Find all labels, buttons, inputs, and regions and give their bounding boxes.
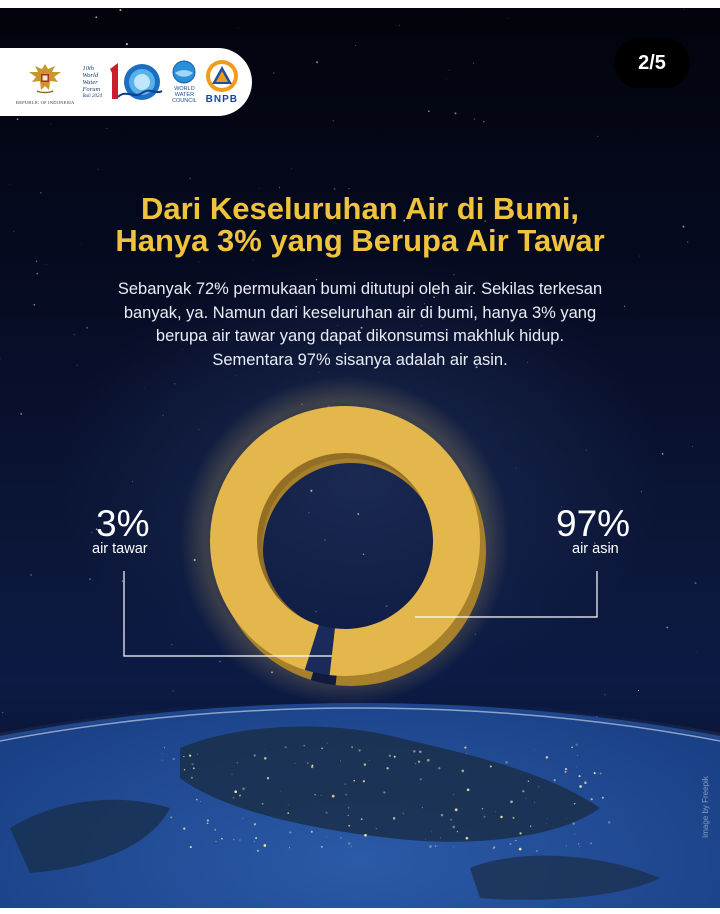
- wwc-word-water: WATER: [174, 92, 195, 98]
- wwf-word-forum: Forum: [82, 85, 101, 93]
- salt-water-percent-label: 97%: [556, 503, 631, 544]
- headline-line-2: Hanya 3% yang Berupa Air Tawar: [115, 223, 605, 258]
- salt-water-category-label: air asin: [572, 541, 619, 557]
- page-indicator: 2/5: [614, 38, 690, 88]
- republic-caption: REPUBLIC OF INDONESIA: [16, 99, 75, 105]
- water-share-donut-chart: [0, 8, 720, 908]
- wwf-location: Bali 2024: [82, 93, 103, 99]
- wwc-word-council: COUNCIL: [172, 98, 197, 104]
- body-line-3: berupa air tawar yang dapat dikonsumsi makhluk hidup.: [155, 327, 565, 345]
- image-credit: Image by Freepik: [701, 776, 710, 838]
- headline-line-1: Dari Keseluruhan Air di Bumi,: [140, 191, 580, 226]
- wwf-edition: 10th: [82, 64, 95, 72]
- wwf-word-world: World: [82, 71, 99, 79]
- wwc-word-world: WORLD: [174, 86, 195, 92]
- infographic-card: [0, 8, 720, 908]
- bnpb-wordmark: BNPB: [205, 94, 238, 105]
- body-line-2: banyak, ya. Namun dari keseluruhan air di bumi, hanya 3% yang: [123, 303, 597, 322]
- body-line-4: Sementara 97% sisanya adalah air asin.: [212, 350, 508, 369]
- body-line-1: Sebanyak 72% permukaan bumi ditutupi oleh air. Sekilas terkesan: [117, 280, 603, 298]
- wwf-word-water: Water: [82, 78, 98, 86]
- fresh-water-percent-label: 3%: [96, 503, 150, 544]
- fresh-water-category-label: air tawar: [92, 541, 148, 557]
